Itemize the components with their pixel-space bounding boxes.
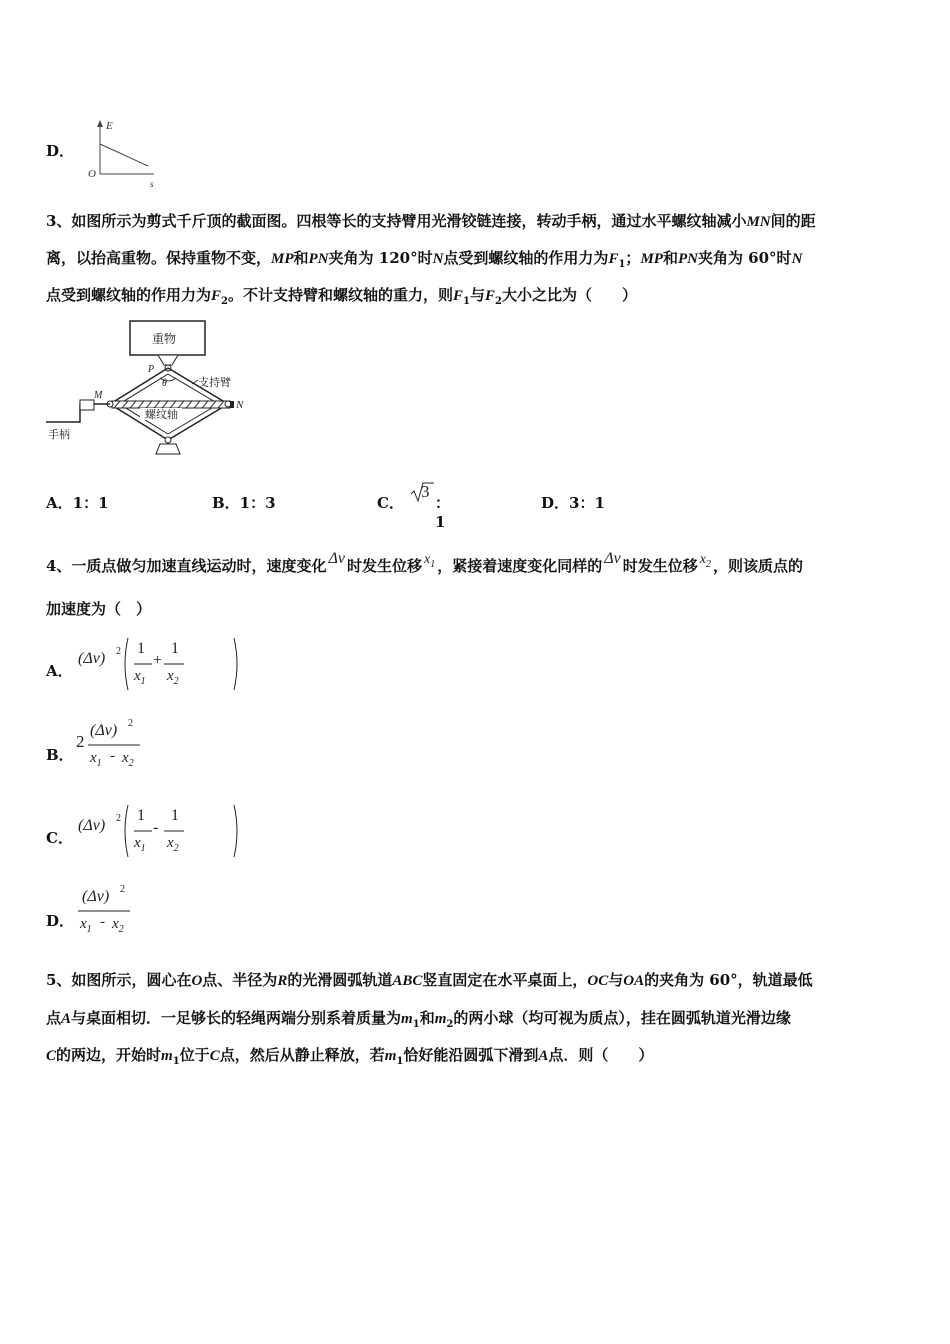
handle-rod (46, 404, 110, 422)
axis-s-label: s (150, 179, 154, 189)
q3-line-2: 离，以抬高重物。保持重物不变，MP和PN夹角为 120°时N点受到螺纹轴的作用力为$F_1$；MP和PN夹角为 60°时N (46, 249, 803, 270)
q4-line-1: 4、一质点做匀加速直线运动时，速度变化 Δv 时发生位移 $x_1$ ，紧接着速度变化同样的 Δv 时发生位移 $x_2$ ，则该质点的 (46, 550, 803, 575)
arm-label: 支持臂 (198, 376, 231, 389)
q4-line-2: 加速度为（ ） (46, 600, 152, 618)
handle-label: 手柄 (48, 428, 70, 441)
sqrt-radicand: 3 (421, 482, 430, 501)
q3-option-d[interactable]: D．3：1 (541, 494, 605, 512)
q4-x1: $x_1$ (423, 552, 436, 570)
n-nut (230, 401, 234, 408)
q5-line-1: 5、如图所示，圆心在O点、半径为R的光滑圆弧轨道ABC竖直固定在水平桌面上，OC与OA的夹角为 60°，轨道最低 (46, 971, 813, 989)
top-pivot (158, 355, 178, 365)
axis-e-label: E (106, 120, 113, 132)
e-s-graph (84, 116, 164, 190)
label-n: N (236, 399, 244, 411)
label-p: P (148, 364, 155, 375)
scissor-jack-figure (44, 318, 264, 458)
arm-mp-outer (110, 368, 168, 404)
label-theta: θ (162, 378, 167, 389)
axis-o-label: O (88, 168, 96, 180)
q5-line-3: C的两边，开始时$m_1$位于C点，然后从静止释放，若$m_1$恰好能沿圆弧下滑到A点．则（ ） (46, 1046, 654, 1067)
handle-block (80, 400, 94, 410)
q3-option-a[interactable]: A．1：1 (46, 494, 109, 512)
prev-option-d-label: D． (46, 142, 75, 160)
q4-dv-2: Δv (604, 550, 621, 567)
q4-dv-1: Δv (328, 550, 345, 567)
weight-label: 重物 (152, 332, 177, 346)
q3-line-1: 3、如图所示为剪式千斤顶的截面图。四根等长的支持臂用光滑铰链连接，转动手柄，通过水平螺纹轴减小MN间的距 (46, 212, 816, 230)
e-s-line (100, 144, 148, 166)
screw-label: 螺纹轴 (145, 408, 178, 421)
label-m: M (94, 390, 103, 401)
e-axis-arrow (97, 120, 103, 127)
q4-x2: $x_2$ (699, 552, 711, 570)
q3-option-b[interactable]: B．1：3 (212, 494, 276, 512)
q3-line-3: 点受到螺纹轴的作用力为$F_2$。不计支持臂和螺纹轴的重力，则$F_1$与$F_2$大小之比为（ ） (46, 286, 638, 307)
joint-bottom (165, 437, 171, 443)
base-pivot (156, 444, 180, 454)
q5-line-2: 点A与桌面相切．一足够长的轻绳两端分别系着质量为$m_1$和$m_2$的两小球（均可视为质点），挂在圆弧轨道光滑边缘 (46, 1009, 791, 1030)
